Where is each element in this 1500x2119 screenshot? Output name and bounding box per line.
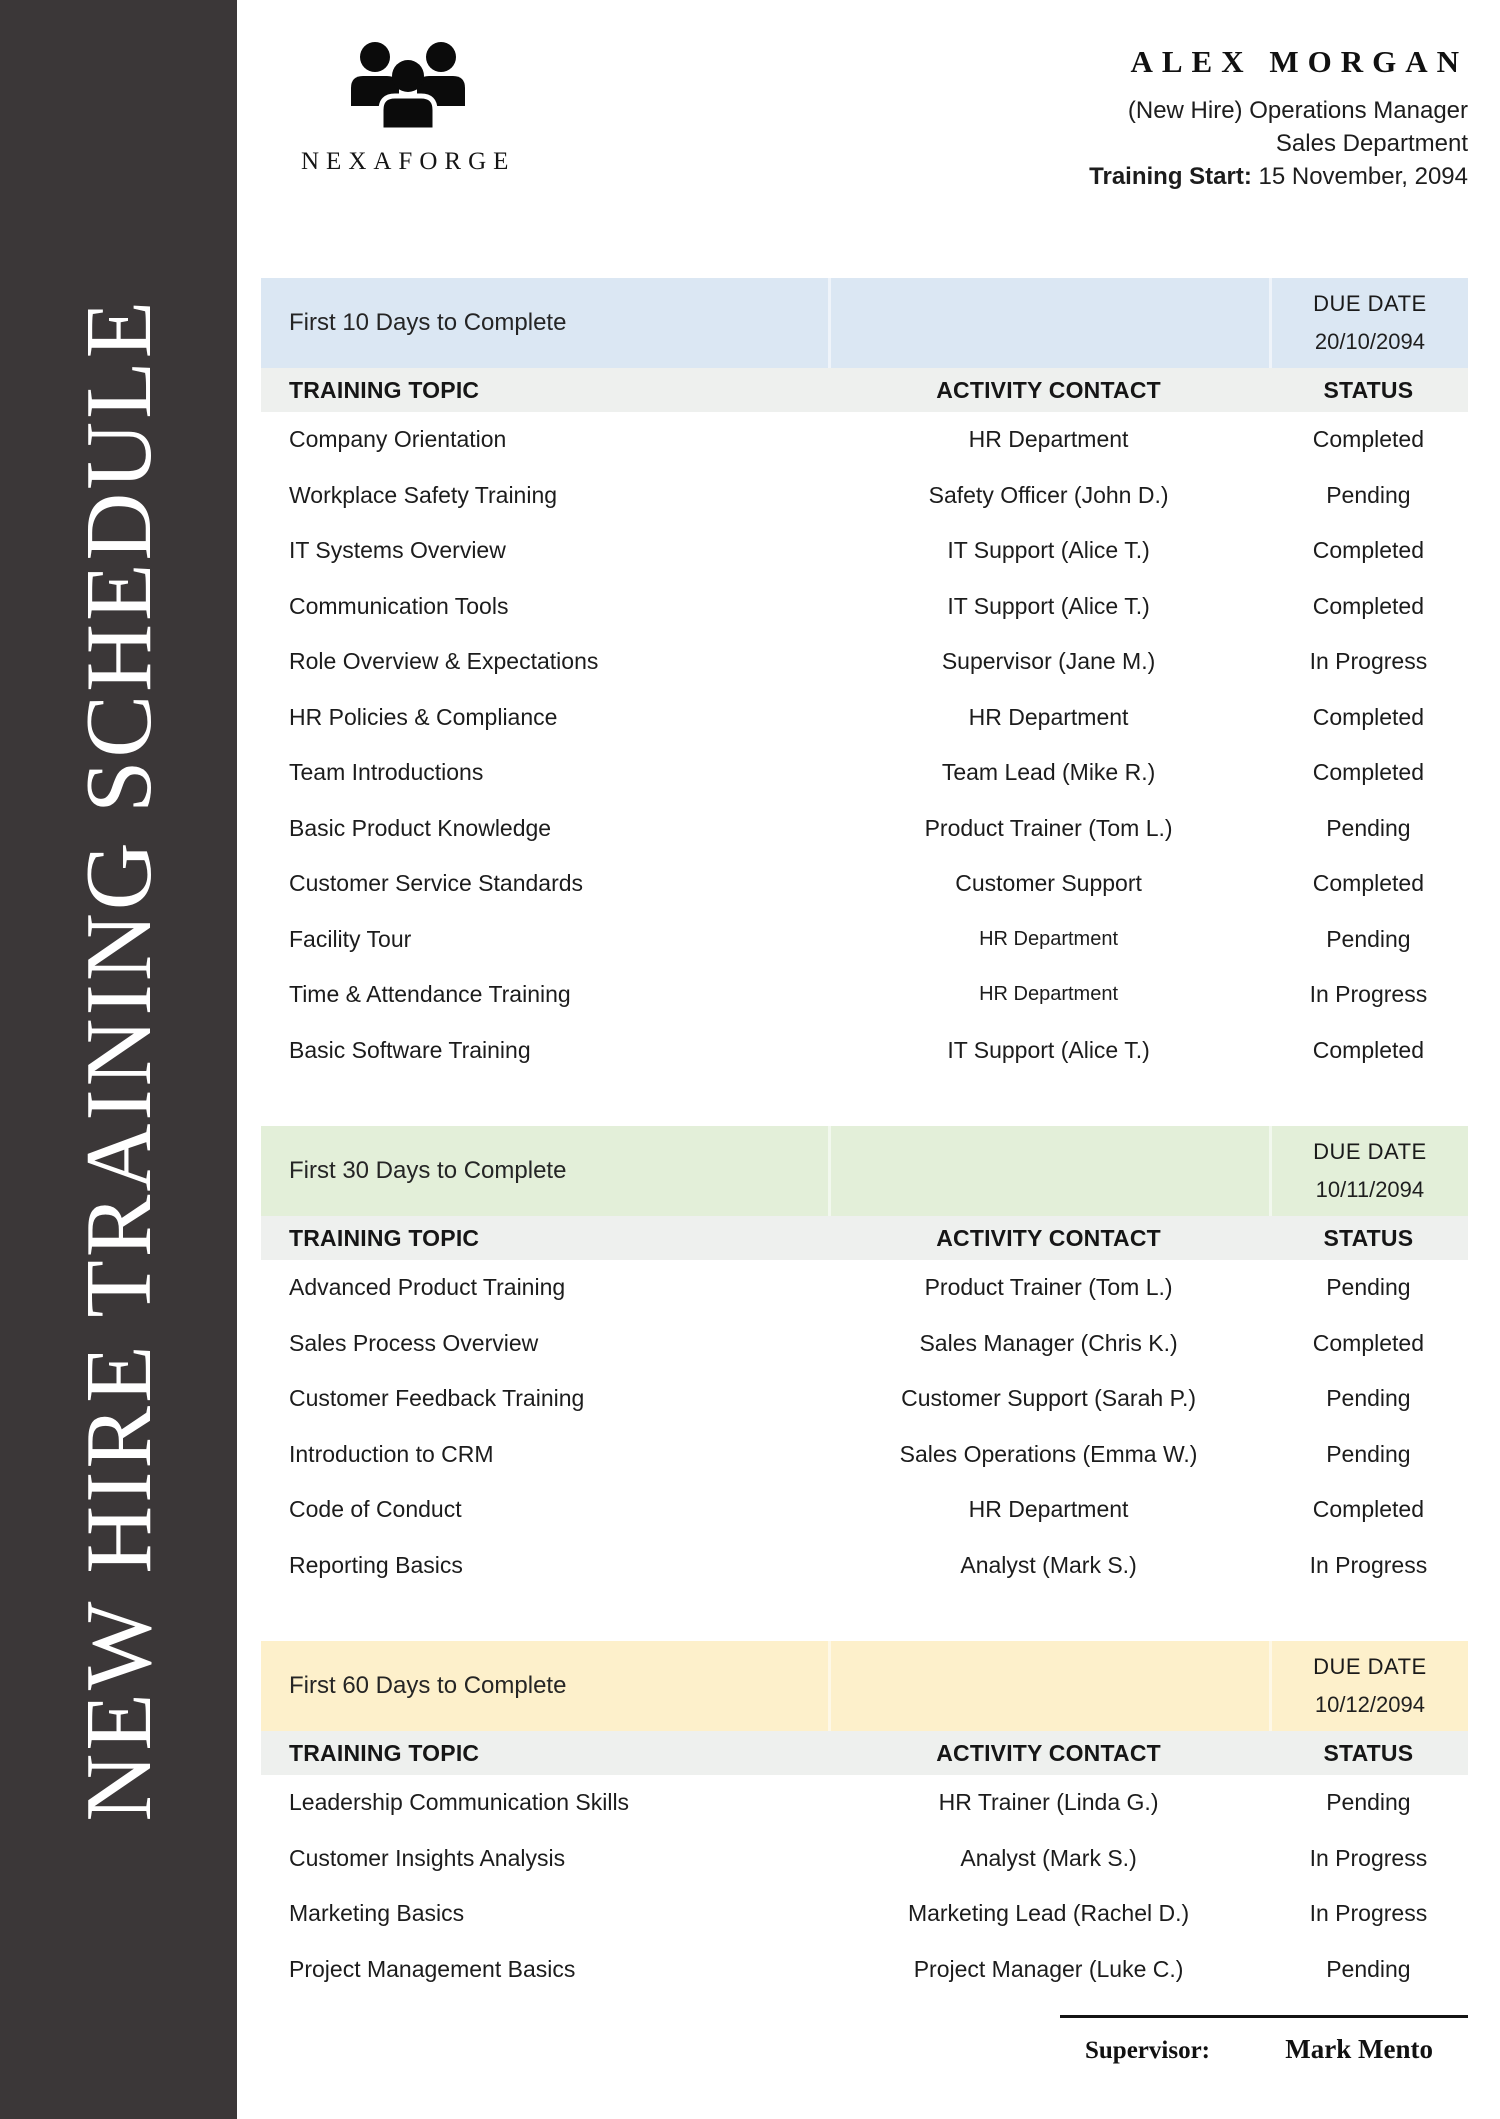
due-date-block — [1269, 278, 1468, 368]
table-row: Customer Insights Analysis Analyst (Mark S.) In Progress — [289, 1844, 1428, 1871]
document-header — [261, 40, 1468, 242]
table-row: Communication Tools IT Support (Alice T.) Completed — [289, 592, 1425, 619]
table-row: Reporting Basics Analyst (Mark S.) In Progress — [289, 1551, 1428, 1578]
section-header-bar — [261, 278, 1468, 368]
employee-info — [1089, 40, 1468, 193]
table-row: Advanced Product Training Product Trainer (Tom L.) Pending — [289, 1274, 1411, 1301]
training-start — [1089, 160, 1468, 193]
supervisor-signature — [1060, 2015, 1468, 2065]
table-row: Project Management Basics Project Manager (Luke C.) Pending — [289, 1955, 1411, 1982]
training-start-date: 15 November, 2094 — [1258, 163, 1468, 190]
table-row: IT Systems Overview IT Support (Alice T.) Completed — [289, 537, 1425, 564]
supervisor-name: Mark Mento — [1285, 2034, 1433, 2064]
content-area — [237, 0, 1500, 2119]
section-title: First 10 Days to Complete — [289, 309, 567, 336]
table-row: Sales Process Overview Sales Manager (Chris K.) Completed — [289, 1329, 1425, 1356]
column-header-topic: TRAINING TOPIC — [289, 1224, 480, 1251]
section-header-bar — [261, 1126, 1468, 1216]
due-date-value: 10/11/2094 — [1315, 1177, 1425, 1202]
column-header-status: STATUS — [1323, 376, 1414, 403]
column-header-contact: ACTIVITY CONTACT — [936, 1739, 1161, 1766]
table-column-headers — [261, 1216, 1468, 1260]
column-header-topic: TRAINING TOPIC — [289, 376, 480, 403]
table-row: Team Introductions Team Lead (Mike R.) Completed — [289, 759, 1425, 786]
page-title: NEW HIRE TRAINING SCHEDULE — [66, 297, 171, 1822]
logo-text: NEXAFORGE — [301, 148, 516, 175]
column-header-status: STATUS — [1323, 1224, 1414, 1251]
section-first-60-days — [261, 1641, 1468, 1997]
employee-name: ALEX MORGAN — [1130, 44, 1468, 79]
table-column-headers — [261, 1731, 1468, 1775]
employee-department: Sales Department — [1275, 130, 1468, 157]
section-title: First 60 Days to Complete — [289, 1672, 567, 1699]
training-start-label: Training Start: — [1089, 163, 1252, 190]
due-date-label: DUE DATE — [1313, 291, 1427, 316]
column-header-contact: ACTIVITY CONTACT — [936, 1224, 1161, 1251]
table-row: Workplace Safety Training Safety Officer (John D.) Pending — [289, 481, 1411, 508]
sidebar — [0, 0, 237, 2119]
table-row: Basic Product Knowledge Product Trainer (Tom L.) Pending — [289, 814, 1411, 841]
document-footer — [261, 2015, 1468, 2065]
table-row: Company Orientation HR Department Completed — [289, 426, 1425, 453]
table-row: Basic Software Training IT Support (Alice T.) Completed — [289, 1036, 1425, 1063]
column-header-contact: ACTIVITY CONTACT — [936, 376, 1161, 403]
employee-role: (New Hire) Operations Manager — [1127, 97, 1468, 124]
due-date-block — [1269, 1641, 1468, 1731]
due-date-value: 10/12/2094 — [1314, 1692, 1425, 1717]
section-header-bar — [261, 1641, 1468, 1731]
table-row: Customer Service Standards Customer Support Completed — [289, 870, 1425, 897]
column-header-topic: TRAINING TOPIC — [289, 1739, 480, 1766]
table-row: Role Overview & Expectations Supervisor (Jane M.) In Progress — [289, 648, 1428, 675]
table-row: Facility Tour HR Department Pending — [289, 925, 1411, 952]
due-date-value: 20/10/2094 — [1314, 329, 1425, 354]
supervisor-label: Supervisor: — [1085, 2037, 1210, 2064]
company-logo — [301, 40, 515, 176]
table-row: HR Policies & Compliance HR Department Completed — [289, 703, 1425, 730]
table-row: Customer Feedback Training Customer Support (Sarah P.) Pending — [289, 1385, 1411, 1412]
table-row: Marketing Basics Marketing Lead (Rachel D.) In Progress — [289, 1900, 1428, 1927]
people-group-icon — [339, 40, 477, 138]
table-row: Introduction to CRM Sales Operations (Emma W.) Pending — [289, 1440, 1411, 1467]
table-row: Code of Conduct HR Department Completed — [289, 1496, 1425, 1523]
table-row: Leadership Communication Skills HR Trainer (Linda G.) Pending — [289, 1789, 1411, 1816]
due-date-label: DUE DATE — [1313, 1139, 1427, 1164]
due-date-block — [1269, 1126, 1468, 1216]
column-header-status: STATUS — [1323, 1739, 1414, 1766]
section-first-30-days — [261, 1126, 1468, 1593]
table-row: Time & Attendance Training HR Department In Progress — [289, 981, 1428, 1008]
table-column-headers — [261, 368, 1468, 412]
due-date-label: DUE DATE — [1313, 1654, 1427, 1679]
section-title: First 30 Days to Complete — [289, 1157, 567, 1184]
section-first-10-days — [261, 278, 1468, 1078]
